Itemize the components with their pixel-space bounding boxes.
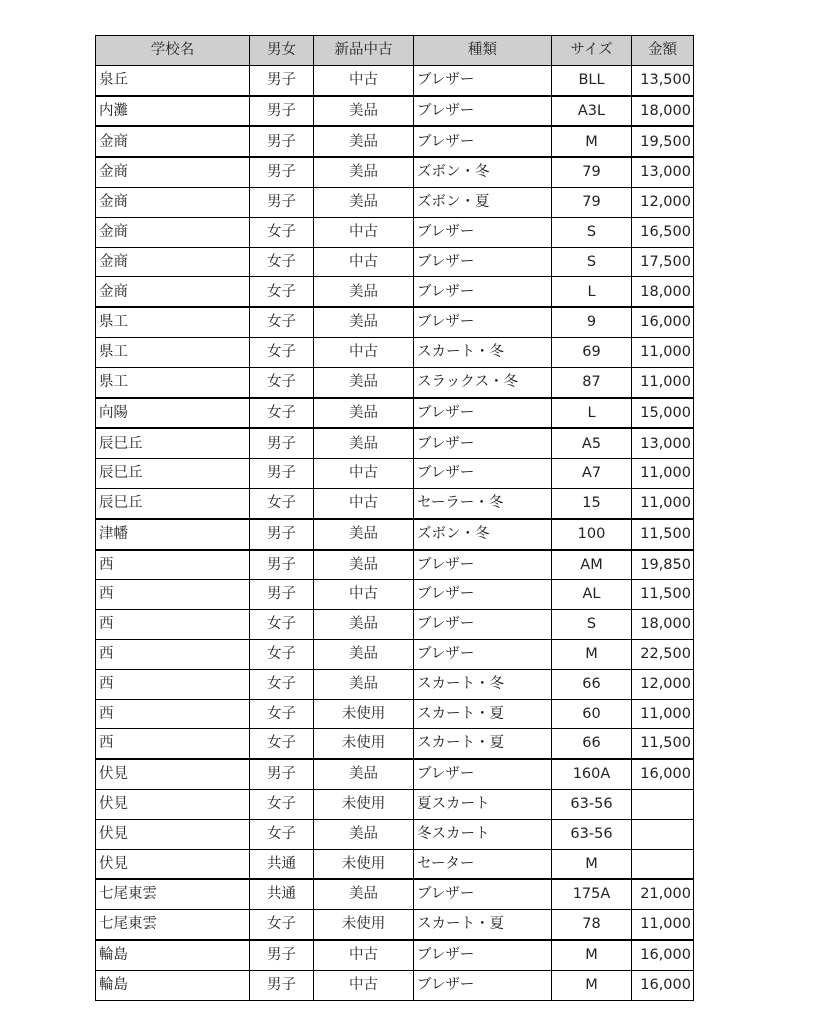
cell-price[interactable]: 16,000 [632,759,694,789]
cell-school[interactable]: 西 [96,639,250,669]
cell-size[interactable]: 69 [552,337,632,367]
cell-size[interactable]: AL [552,580,632,610]
cell-type[interactable]: スカート・夏 [414,699,552,729]
cell-condition[interactable]: 美品 [314,277,414,307]
cell-size[interactable]: 175A [552,879,632,909]
cell-size[interactable]: M [552,849,632,879]
cell-size[interactable]: 66 [552,729,632,759]
table-row [96,459,694,489]
cell-type[interactable]: ブレザー [414,759,552,789]
cell-price[interactable]: 13,000 [632,157,694,187]
cell-type[interactable]: ブレザー [414,970,552,1000]
cell-condition[interactable]: 美品 [314,126,414,157]
cell-type[interactable]: 夏スカート [414,789,552,819]
cell-condition[interactable]: 美品 [314,428,414,458]
cell-condition[interactable]: 美品 [314,639,414,669]
cell-school[interactable]: 津幡 [96,519,250,550]
cell-price[interactable]: 11,000 [632,699,694,729]
cell-price[interactable]: 11,500 [632,729,694,759]
cell-school[interactable]: 西 [96,610,250,640]
cell-size[interactable]: M [552,970,632,1000]
cell-condition[interactable]: 中古 [314,580,414,610]
cell-gender[interactable]: 女子 [250,277,314,307]
table-row [96,307,694,337]
table-row [96,729,694,759]
cell-size[interactable]: 87 [552,367,632,397]
cell-price[interactable]: 11,000 [632,337,694,367]
table-row [96,910,694,940]
cell-school[interactable]: 金商 [96,217,250,247]
cell-size[interactable]: A5 [552,428,632,458]
cell-type[interactable]: ブレザー [414,550,552,580]
cell-condition[interactable]: 中古 [314,970,414,1000]
table-row [96,398,694,429]
cell-type[interactable]: ブレザー [414,459,552,489]
cell-school[interactable]: 金商 [96,277,250,307]
cell-gender[interactable]: 男子 [250,428,314,458]
cell-gender[interactable]: 女子 [250,789,314,819]
cell-type[interactable]: ブレザー [414,879,552,909]
cell-gender[interactable]: 男子 [250,580,314,610]
table-row [96,550,694,580]
header-gender[interactable]: 男女 [250,36,314,66]
cell-type[interactable]: ブレザー [414,307,552,337]
cell-type[interactable]: ブレザー [414,217,552,247]
table-row [96,247,694,277]
table-row [96,217,694,247]
cell-condition[interactable]: 未使用 [314,849,414,879]
cell-condition[interactable]: 美品 [314,759,414,789]
cell-type[interactable]: スカート・冬 [414,669,552,699]
cell-gender[interactable]: 女子 [250,217,314,247]
cell-condition[interactable]: 美品 [314,157,414,187]
spreadsheet [95,35,694,1001]
table-row [96,610,694,640]
table-body [96,65,694,1000]
cell-type[interactable]: ブレザー [414,277,552,307]
cell-school[interactable]: 輪島 [96,940,250,970]
cell-size[interactable]: 66 [552,669,632,699]
cell-gender[interactable]: 男子 [250,126,314,157]
cell-size[interactable]: AM [552,550,632,580]
cell-price[interactable]: 11,000 [632,910,694,940]
cell-size[interactable]: M [552,639,632,669]
cell-price[interactable]: 16,000 [632,970,694,1000]
cell-size[interactable]: A3L [552,96,632,127]
cell-condition[interactable]: 美品 [314,819,414,849]
cell-school[interactable]: 西 [96,699,250,729]
cell-school[interactable]: 泉丘 [96,65,250,95]
cell-school[interactable]: 辰巳丘 [96,459,250,489]
cell-gender[interactable]: 男子 [250,65,314,95]
table-row [96,337,694,367]
cell-size[interactable]: 100 [552,519,632,550]
cell-condition[interactable]: 美品 [314,398,414,429]
cell-size[interactable]: L [552,277,632,307]
cell-type[interactable]: 冬スカート [414,819,552,849]
cell-price[interactable]: 12,000 [632,187,694,217]
cell-size[interactable]: 9 [552,307,632,337]
cell-gender[interactable]: 女子 [250,610,314,640]
cell-type[interactable]: ズボン・冬 [414,157,552,187]
cell-price[interactable]: 19,500 [632,126,694,157]
cell-school[interactable]: 伏見 [96,849,250,879]
cell-type[interactable]: ブレザー [414,96,552,127]
header-row [96,36,694,66]
cell-price[interactable]: 11,000 [632,459,694,489]
table-row [96,580,694,610]
cell-type[interactable]: ブレザー [414,639,552,669]
cell-price[interactable]: 17,500 [632,247,694,277]
cell-condition[interactable]: 美品 [314,879,414,909]
cell-school[interactable]: 金商 [96,157,250,187]
cell-size[interactable]: 15 [552,488,632,518]
cell-gender[interactable]: 女子 [250,337,314,367]
cell-price[interactable]: 11,000 [632,367,694,397]
table-row [96,819,694,849]
cell-size[interactable]: 79 [552,157,632,187]
cell-gender[interactable]: 女子 [250,367,314,397]
cell-condition[interactable]: 美品 [314,96,414,127]
cell-gender[interactable]: 男子 [250,187,314,217]
cell-type[interactable]: スラックス・冬 [414,367,552,397]
cell-school[interactable]: 伏見 [96,759,250,789]
cell-gender[interactable]: 男子 [250,759,314,789]
cell-school[interactable]: 金商 [96,187,250,217]
cell-gender[interactable]: 男子 [250,157,314,187]
header-size[interactable]: サイズ [552,36,632,66]
cell-school[interactable]: 県工 [96,367,250,397]
cell-price[interactable]: 19,850 [632,550,694,580]
cell-gender[interactable]: 男子 [250,519,314,550]
cell-condition[interactable]: 美品 [314,519,414,550]
cell-price[interactable] [632,849,694,879]
cell-condition[interactable]: 未使用 [314,789,414,819]
cell-price[interactable]: 13,000 [632,428,694,458]
cell-gender[interactable]: 男子 [250,970,314,1000]
cell-condition[interactable]: 美品 [314,307,414,337]
table-row [96,157,694,187]
cell-school[interactable]: 伏見 [96,819,250,849]
table-row [96,940,694,970]
table-row [96,879,694,909]
cell-size[interactable]: M [552,126,632,157]
cell-condition[interactable]: 美品 [314,187,414,217]
cell-school[interactable]: 七尾東雲 [96,879,250,909]
cell-size[interactable]: 78 [552,910,632,940]
cell-size[interactable]: S [552,217,632,247]
cell-condition[interactable]: 未使用 [314,910,414,940]
cell-school[interactable]: 県工 [96,337,250,367]
cell-school[interactable]: 内灘 [96,96,250,127]
table-row [96,187,694,217]
cell-size[interactable]: A7 [552,459,632,489]
cell-size[interactable]: M [552,940,632,970]
cell-price[interactable]: 15,000 [632,398,694,429]
cell-type[interactable]: ブレザー [414,610,552,640]
cell-type[interactable]: セーター [414,849,552,879]
table-row [96,126,694,157]
cell-condition[interactable]: 未使用 [314,729,414,759]
cell-gender[interactable]: 女子 [250,247,314,277]
cell-type[interactable]: ブレザー [414,428,552,458]
table-row [96,849,694,879]
cell-size[interactable]: L [552,398,632,429]
cell-price[interactable]: 18,000 [632,96,694,127]
cell-school[interactable]: 輪島 [96,970,250,1000]
cell-price[interactable]: 13,500 [632,65,694,95]
cell-school[interactable]: 辰巳丘 [96,428,250,458]
cell-type[interactable]: ブレザー [414,126,552,157]
cell-size[interactable]: S [552,610,632,640]
header-price[interactable]: 金額 [632,36,694,66]
cell-school[interactable]: 西 [96,729,250,759]
cell-type[interactable]: ブレザー [414,580,552,610]
cell-size[interactable]: BLL [552,65,632,95]
cell-school[interactable]: 金商 [96,247,250,277]
table-row [96,367,694,397]
table-row [96,759,694,789]
cell-price[interactable]: 12,000 [632,669,694,699]
cell-type[interactable]: ズボン・夏 [414,187,552,217]
cell-price[interactable]: 16,000 [632,307,694,337]
cell-gender[interactable]: 男子 [250,96,314,127]
cell-gender[interactable]: 女子 [250,398,314,429]
table-row [96,277,694,307]
cell-gender[interactable]: 女子 [250,307,314,337]
cell-gender[interactable]: 女子 [250,699,314,729]
cell-gender[interactable]: 男子 [250,550,314,580]
cell-condition[interactable]: 美品 [314,550,414,580]
cell-size[interactable]: 63-56 [552,789,632,819]
table-row [96,428,694,458]
header-condition[interactable]: 新品中古 [314,36,414,66]
cell-gender[interactable]: 女子 [250,488,314,518]
cell-price[interactable]: 11,500 [632,519,694,550]
cell-condition[interactable]: 中古 [314,217,414,247]
cell-condition[interactable]: 未使用 [314,699,414,729]
cell-type[interactable]: スカート・夏 [414,729,552,759]
cell-school[interactable]: 金商 [96,126,250,157]
cell-gender[interactable]: 男子 [250,940,314,970]
cell-condition[interactable]: 中古 [314,940,414,970]
cell-type[interactable]: ブレザー [414,398,552,429]
cell-condition[interactable]: 中古 [314,459,414,489]
cell-price[interactable]: 16,500 [632,217,694,247]
cell-school[interactable]: 西 [96,580,250,610]
table-row [96,639,694,669]
cell-condition[interactable]: 中古 [314,337,414,367]
cell-condition[interactable]: 中古 [314,65,414,95]
cell-gender[interactable]: 女子 [250,910,314,940]
cell-gender[interactable]: 男子 [250,459,314,489]
cell-school[interactable]: 西 [96,550,250,580]
cell-size[interactable]: S [552,247,632,277]
cell-price[interactable]: 18,000 [632,277,694,307]
table-row [96,970,694,1000]
cell-gender[interactable]: 共通 [250,849,314,879]
table-row [96,699,694,729]
cell-price[interactable]: 11,000 [632,488,694,518]
table-row [96,65,694,95]
cell-price[interactable]: 11,500 [632,580,694,610]
header-type[interactable]: 種類 [414,36,552,66]
cell-price[interactable]: 21,000 [632,879,694,909]
table-row [96,96,694,127]
cell-gender[interactable]: 共通 [250,879,314,909]
cell-school[interactable]: 西 [96,669,250,699]
cell-price[interactable] [632,789,694,819]
cell-school[interactable]: 伏見 [96,789,250,819]
cell-size[interactable]: 79 [552,187,632,217]
cell-price[interactable]: 18,000 [632,610,694,640]
uniform-table [95,35,694,1001]
cell-size[interactable]: 60 [552,699,632,729]
cell-type[interactable]: スカート・夏 [414,910,552,940]
cell-gender[interactable]: 女子 [250,639,314,669]
cell-gender[interactable]: 女子 [250,729,314,759]
cell-type[interactable]: セーラー・冬 [414,488,552,518]
table-row [96,669,694,699]
cell-type[interactable]: ズボン・冬 [414,519,552,550]
cell-school[interactable]: 県工 [96,307,250,337]
cell-condition[interactable]: 中古 [314,247,414,277]
cell-school[interactable]: 七尾東雲 [96,910,250,940]
cell-price[interactable] [632,819,694,849]
cell-gender[interactable]: 女子 [250,819,314,849]
table-row [96,519,694,550]
cell-condition[interactable]: 美品 [314,669,414,699]
cell-size[interactable]: 63-56 [552,819,632,849]
cell-size[interactable]: 160A [552,759,632,789]
cell-type[interactable]: ブレザー [414,65,552,95]
cell-type[interactable]: ブレザー [414,940,552,970]
cell-condition[interactable]: 美品 [314,367,414,397]
header-school[interactable]: 学校名 [96,36,250,66]
cell-type[interactable]: スカート・冬 [414,337,552,367]
cell-condition[interactable]: 中古 [314,488,414,518]
table-row [96,488,694,518]
cell-condition[interactable]: 美品 [314,610,414,640]
table-row [96,789,694,819]
cell-school[interactable]: 向陽 [96,398,250,429]
cell-gender[interactable]: 女子 [250,669,314,699]
cell-price[interactable]: 16,000 [632,940,694,970]
cell-school[interactable]: 辰巳丘 [96,488,250,518]
cell-price[interactable]: 22,500 [632,639,694,669]
cell-type[interactable]: ブレザー [414,247,552,277]
